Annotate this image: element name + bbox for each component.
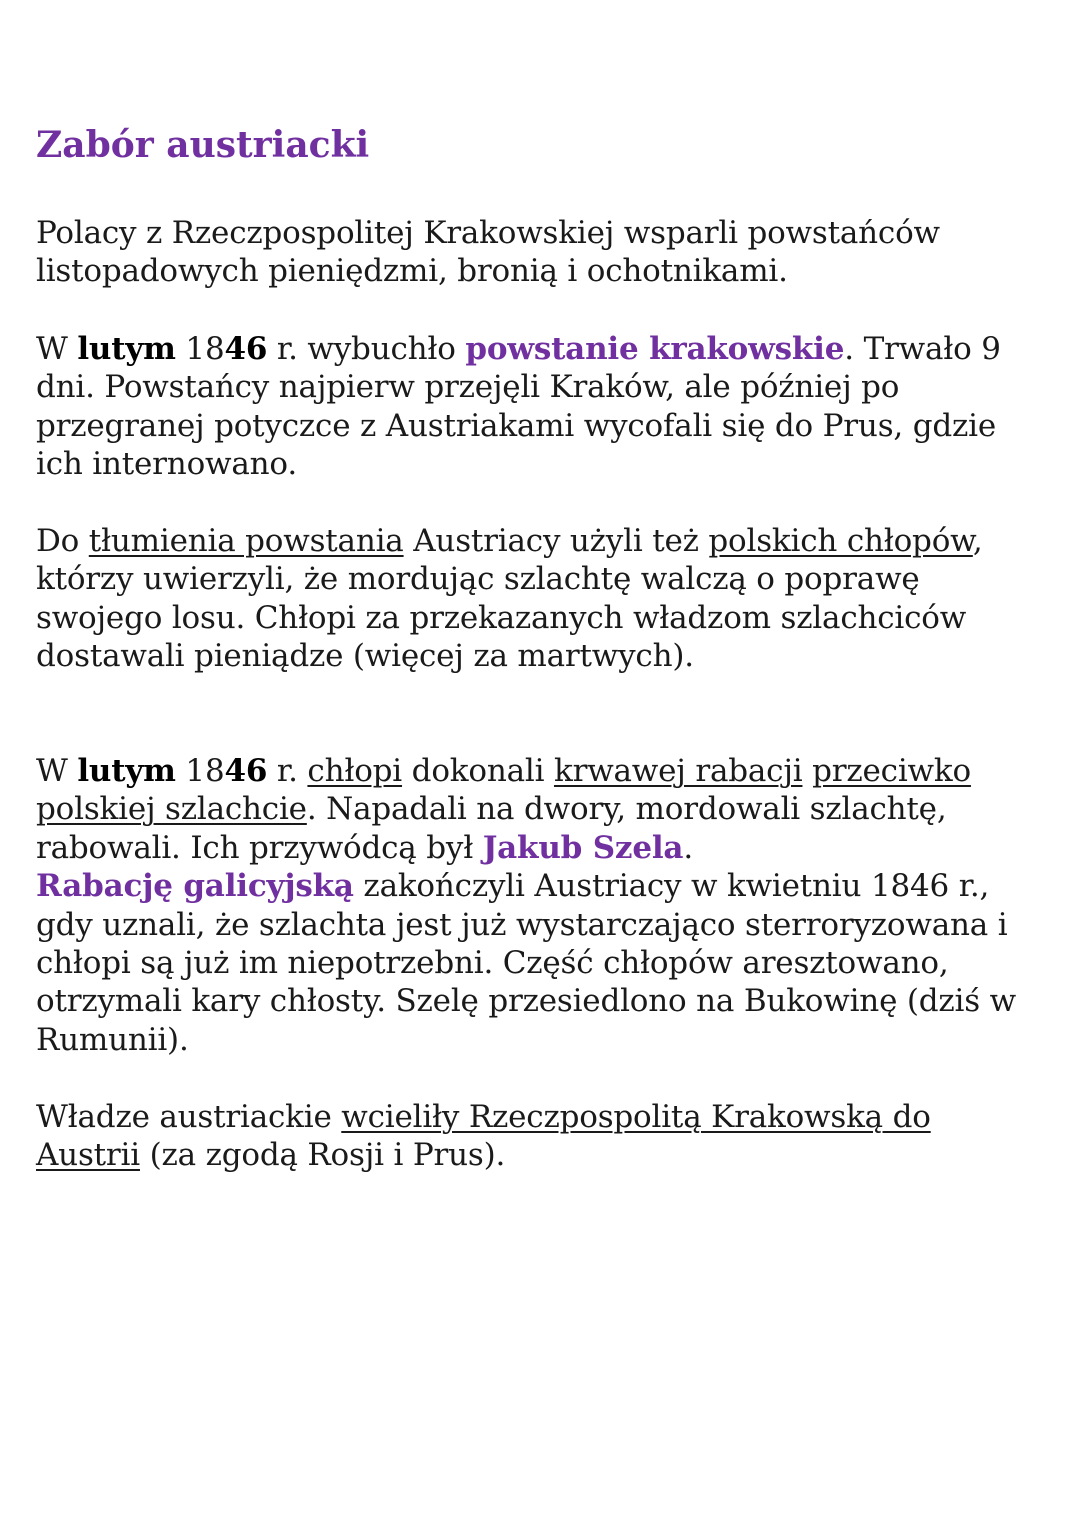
page-title: Zabór austriacki (36, 124, 370, 166)
underlined-against: przeciwko (812, 753, 971, 789)
paragraph-krakow-uprising (36, 330, 1001, 484)
text-span: (za zgodą Rosji i Prus). (139, 1137, 506, 1174)
text-span: rabowali. Ich przywódcą był (36, 829, 483, 866)
text-line: swojego losu. Chłopi za przekazanych władzom szlachciców (36, 599, 967, 636)
text-line (36, 1136, 931, 1174)
text-line: chłopi są już im niepotrzebni. Część chłopów aresztowano, (36, 945, 949, 982)
underlined-annexation: wcieliły Rzeczpospolitą Krakowską do (341, 1099, 931, 1135)
highlight-jakub-szela: Jakub Szela (482, 829, 684, 866)
text-span: Austriacy użyli też (403, 523, 709, 559)
paragraph-galician-slaughter (36, 752, 1016, 1059)
underlined-austria: Austrii (36, 1137, 140, 1174)
bold-date-word: lutym (77, 331, 176, 367)
underlined-suppression: tłumienia powstania (88, 523, 404, 559)
text-span: Do (36, 523, 89, 559)
text-line: ich internowano. (36, 446, 297, 483)
text-line (36, 867, 1016, 905)
bold-year-digits: 46 (224, 331, 268, 367)
underlined-bloody-rabacja: krwawej rabacji (553, 753, 803, 789)
text-span: Władze austriackie (36, 1099, 342, 1135)
text-line (36, 330, 1001, 368)
text-span: . Napadali na dwory, mordowali szlachtę, (306, 791, 947, 828)
text-line (36, 829, 1016, 867)
text-span: , (972, 523, 983, 559)
text-line (36, 752, 1016, 790)
text-line: którzy uwierzyli, że mordując szlachtę walczą o poprawę (36, 561, 920, 598)
text-line (36, 522, 982, 560)
text-line: przegranej potyczce z Austriakami wycofali się do Prus, gdzie (36, 407, 996, 444)
text-line: listopadowych pieniędzmi, bronią i ochotnikami. (36, 253, 788, 290)
underlined-peasants: chłopi (307, 753, 403, 789)
highlight-krakow-uprising: powstanie krakowskie (465, 331, 845, 367)
text-span: r. wybuchło (267, 331, 466, 367)
text-span: W (36, 331, 78, 367)
text-line: Rumunii). (36, 1021, 189, 1058)
paragraph-annexation (36, 1098, 931, 1175)
text-line (36, 1098, 931, 1136)
text-line: gdy uznali, że szlachta jest już wystarczająco sterroryzowana i (36, 906, 1008, 943)
bold-date-word: lutym (77, 753, 176, 789)
text-span (802, 753, 812, 789)
text-line: dni. Powstańcy najpierw przejęli Kraków, ale później po (36, 369, 900, 406)
text-line: otrzymali kary chłosty. Szelę przesiedlono na Bukowinę (dziś w (36, 983, 1016, 1020)
text-span: 18 (175, 331, 225, 367)
text-span: W (36, 753, 78, 789)
text-span: dokonali (402, 753, 554, 789)
paragraph-suppression (36, 522, 982, 676)
text-line: Polacy z Rzeczpospolitej Krakowskiej wsparli powstańców (36, 215, 940, 251)
text-span: zakończyli Austriacy w kwietniu 1846 r., (353, 868, 990, 905)
text-line: dostawali pieniądze (więcej za martwych). (36, 638, 694, 675)
text-span: r. (267, 753, 308, 789)
text-line (36, 790, 1016, 828)
underlined-polish-peasants: polskich chłopów (708, 523, 973, 559)
paragraph-krakow-support (36, 214, 940, 291)
text-span: 18 (175, 753, 225, 789)
text-span: . (683, 829, 693, 866)
underlined-polish-nobility: polskiej szlachcie (36, 791, 307, 828)
highlight-galician-rabacja: Rabację galicyjską (36, 868, 354, 905)
bold-year-digits: 46 (224, 753, 268, 789)
text-span: . Trwało 9 (844, 331, 1001, 367)
